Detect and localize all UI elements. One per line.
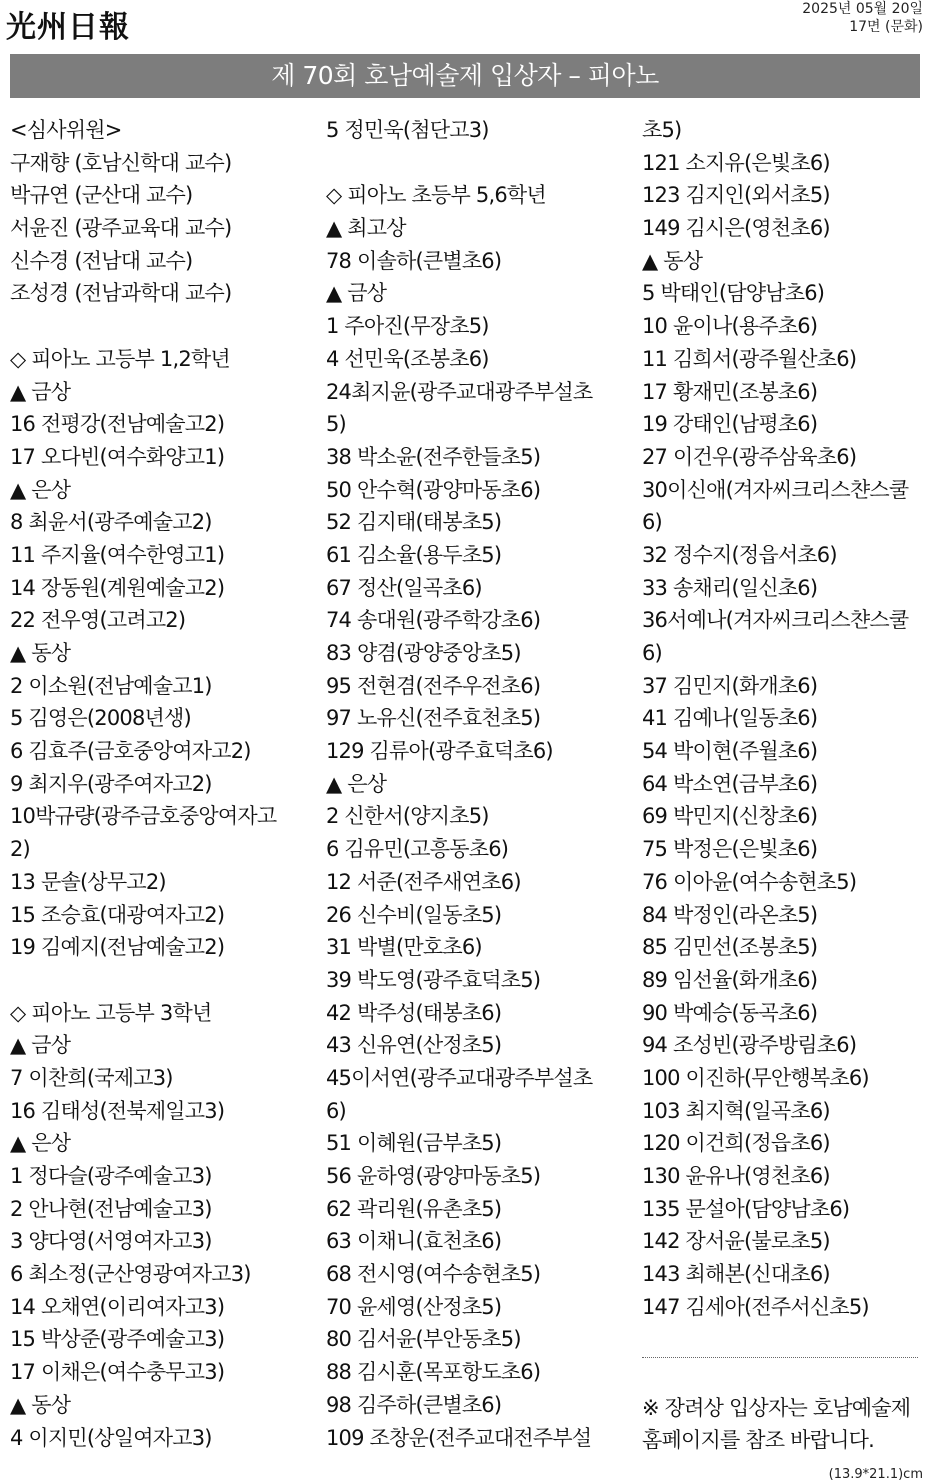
list-item: 12 서준(전주새연초6) — [326, 869, 521, 894]
list-item: 1 정다슬(광주예술고3) — [10, 1164, 212, 1188]
list-item: 142 장서윤(불로초5) — [642, 1229, 830, 1254]
list-item: 26 신수비(일동초5) — [326, 902, 502, 927]
list-item: 50 안수혁(광양마동초6) — [326, 477, 541, 502]
list-item: 4 선민욱(조봉초6) — [326, 346, 489, 371]
award-heading: ▲ 동상 — [10, 1392, 71, 1417]
award-heading: ▲ 금상 — [326, 281, 387, 306]
list-item: 신수경 (전남대 교수) — [10, 248, 193, 273]
list-item: 2) — [10, 837, 30, 862]
list-item: 62 곽리원(유촌초5) — [326, 1196, 502, 1221]
list-item: 1 주아진(무장초5) — [326, 314, 489, 339]
list-item: 37 김민지(화개초6) — [642, 673, 818, 698]
list-item: 42 박주성(태봉초6) — [326, 1000, 502, 1025]
spacer — [10, 310, 310, 343]
award-heading: ▲ 은상 — [10, 477, 71, 502]
list-item: 6) — [642, 510, 662, 535]
list-item: 2 안나현(전남예술고3) — [10, 1196, 212, 1221]
section-heading: ◇ 피아노 고등부 3학년 — [10, 1000, 212, 1025]
list-item: 초5) — [642, 118, 682, 142]
article-size-note: (13.9*21.1)cm — [828, 1467, 923, 1482]
list-item: 5) — [326, 412, 346, 437]
list-item: 78 이솔하(큰별초6) — [326, 248, 502, 273]
list-item: 32 정수지(정읍서초6) — [642, 542, 837, 567]
list-item: 39 박도영(광주효덕초5) — [326, 967, 541, 992]
column-1 — [10, 114, 310, 1464]
list-item: 36서예나(겨자씨크리스챤스쿨 — [642, 608, 909, 633]
award-heading: ▲ 동상 — [10, 641, 71, 665]
award-heading: ▲ 금상 — [10, 379, 71, 404]
list-item: 98 김주하(큰별초6) — [326, 1392, 502, 1417]
list-item: 조성경 (전남과학대 교수) — [10, 281, 232, 306]
list-item: 9 최지우(광주여자고2) — [10, 771, 212, 796]
list-item: 130 윤유나(영천초6) — [642, 1164, 830, 1188]
list-item: 6 김유민(고흥동초6) — [326, 837, 509, 862]
list-item: 103 최지혁(일곡초6) — [642, 1098, 830, 1123]
list-item: 6 최소정(군산영광여자고3) — [10, 1262, 251, 1287]
list-item: 120 이건희(정읍초6) — [642, 1131, 830, 1156]
list-item: 8 최윤서(광주예술고2) — [10, 510, 212, 535]
list-item: 135 문설아(담양남초6) — [642, 1196, 850, 1221]
award-heading: ▲ 최고상 — [326, 216, 406, 241]
list-item: 56 윤하영(광양마동초5) — [326, 1164, 541, 1188]
list-item: 121 소지유(은빛초6) — [642, 150, 830, 175]
page-section: 17면 (문화) — [849, 19, 923, 35]
list-item: 10 윤이나(용주초6) — [642, 314, 818, 339]
list-item: 84 박정인(라온초5) — [642, 902, 818, 927]
list-item: 38 박소윤(전주한들초5) — [326, 444, 541, 469]
list-item: 89 임선율(화개초6) — [642, 967, 818, 992]
list-item: 서윤진 (광주교육대 교수) — [10, 216, 232, 241]
list-item: 80 김서윤(부안동초5) — [326, 1327, 521, 1352]
list-item: 3 양다영(서영여자고3) — [10, 1229, 212, 1254]
list-item: 14 장동원(계원예술고2) — [10, 575, 225, 600]
list-item: 17 이채은(여수충무고3) — [10, 1360, 225, 1385]
list-item: 33 송채리(일신초6) — [642, 575, 818, 600]
list-item: 6) — [642, 641, 662, 665]
list-item: 16 김태성(전북제일고3) — [10, 1098, 225, 1123]
list-item: 24최지윤(광주교대광주부설초 — [326, 379, 593, 404]
list-item: 6 김효주(금호중앙여자고2) — [10, 739, 251, 764]
list-item: 51 이혜원(금부초5) — [326, 1131, 502, 1156]
spacer — [10, 964, 310, 997]
list-item: 149 김시은(영천초6) — [642, 216, 830, 241]
list-item: 구재향 (호남신학대 교수) — [10, 150, 232, 175]
list-item: 83 양겸(광양중앙초5) — [326, 641, 521, 665]
list-item: 64 박소연(금부초6) — [642, 771, 818, 796]
list-item: 54 박이현(주월초6) — [642, 739, 818, 764]
list-item: 19 강태인(남평초6) — [642, 412, 818, 437]
spacer — [326, 147, 626, 180]
list-item: 6) — [326, 1098, 346, 1123]
dotted-divider — [642, 1357, 918, 1358]
list-item: 74 송대원(광주학강초6) — [326, 608, 541, 633]
list-item: 11 주지율(여수한영고1) — [10, 542, 225, 567]
list-item: 2 신한서(양지초5) — [326, 804, 489, 829]
list-item: 61 김소율(용두초5) — [326, 542, 502, 567]
judges-heading: <심사위원> — [10, 118, 122, 142]
section-heading: ◇ 피아노 고등부 1,2학년 — [10, 346, 230, 371]
list-item: 41 김예나(일동초6) — [642, 706, 818, 731]
publication-info — [802, 0, 923, 36]
list-item: 11 김희서(광주월산초6) — [642, 346, 857, 371]
list-item: 123 김지인(외서초5) — [642, 183, 830, 208]
list-item: 17 오다빈(여수화양고1) — [10, 444, 225, 469]
list-item: 97 노유신(전주효천초5) — [326, 706, 541, 731]
award-heading: ▲ 은상 — [326, 771, 387, 796]
list-item: 14 오채연(이리여자고3) — [10, 1294, 225, 1319]
list-item: 5 김영은(2008년생) — [10, 706, 191, 731]
list-item: 5 박태인(담양남초6) — [642, 281, 825, 306]
list-item: 19 김예지(전남예술고2) — [10, 935, 225, 960]
list-item: 76 이아윤(여수송현초5) — [642, 869, 857, 894]
list-item: 10박규량(광주금호중앙여자고 — [10, 804, 277, 829]
list-item: 95 전현겸(전주우전초6) — [326, 673, 541, 698]
list-item: 100 이진하(무안행복초6) — [642, 1065, 869, 1090]
list-item: 17 황재민(조봉초6) — [642, 379, 818, 404]
list-item: 67 정산(일곡초6) — [326, 575, 482, 600]
list-item: 7 이찬희(국제고3) — [10, 1065, 173, 1090]
section-heading: ◇ 피아노 초등부 5,6학년 — [326, 183, 546, 208]
list-item: 69 박민지(신창초6) — [642, 804, 818, 829]
list-item: 16 전평강(전남예술고2) — [10, 412, 225, 437]
list-item: 15 박상준(광주예술고3) — [10, 1327, 225, 1352]
list-item: 2 이소원(전남예술고1) — [10, 673, 212, 698]
award-heading: ▲ 은상 — [10, 1131, 71, 1156]
column-3 — [642, 114, 922, 1464]
list-item: 68 전시영(여수송현초5) — [326, 1262, 541, 1287]
list-item: 88 김시훈(목포항도초6) — [326, 1360, 541, 1385]
list-item: 52 김지태(태봉초5) — [326, 510, 502, 535]
award-heading: ▲ 동상 — [642, 248, 703, 273]
article-title: 제 70회 호남예술제 입상자 – 피아노 — [10, 54, 920, 98]
list-item: 75 박정은(은빛초6) — [642, 837, 818, 862]
list-item: 13 문솔(상무고2) — [10, 869, 166, 894]
list-item: 43 신유연(산정초5) — [326, 1033, 502, 1058]
list-item: 129 김류아(광주효덕초6) — [326, 739, 553, 764]
encouragement-award-note: ※ 장려상 입상자는 호남예술제 홈페이지를 참조 바랍니다. — [642, 1396, 911, 1452]
list-item: 90 박예승(동곡초6) — [642, 1000, 818, 1025]
list-item: 15 조승효(대광여자고2) — [10, 902, 225, 927]
list-item: 109 조창운(전주교대전주부설 — [326, 1425, 592, 1450]
award-heading: ▲ 금상 — [10, 1033, 71, 1058]
list-item: 27 이건우(광주삼육초6) — [642, 444, 857, 469]
newspaper-masthead: 光州日報 — [6, 10, 130, 45]
list-item: 22 전우영(고려고2) — [10, 608, 186, 633]
list-item: 4 이지민(상일여자고3) — [10, 1425, 212, 1450]
list-item: 30이신애(겨자씨크리스챤스쿨 — [642, 477, 909, 502]
list-item: 147 김세아(전주서신초5) — [642, 1294, 869, 1319]
list-item: 63 이채니(효천초6) — [326, 1229, 502, 1254]
list-item: 143 최해본(신대초6) — [642, 1262, 830, 1287]
publication-date: 2025년 05월 20일 — [802, 1, 923, 17]
list-item: 31 박별(만호초6) — [326, 935, 482, 960]
list-item: 85 김민선(조봉초5) — [642, 935, 818, 960]
list-item: 94 조성빈(광주방림초6) — [642, 1033, 857, 1058]
list-item: 45이서연(광주교대광주부설초 — [326, 1065, 593, 1090]
list-item: 5 정민욱(첨단고3) — [326, 118, 489, 142]
list-item: 70 윤세영(산정초5) — [326, 1294, 502, 1319]
list-item: 박규연 (군산대 교수) — [10, 183, 193, 208]
column-2 — [326, 114, 626, 1464]
